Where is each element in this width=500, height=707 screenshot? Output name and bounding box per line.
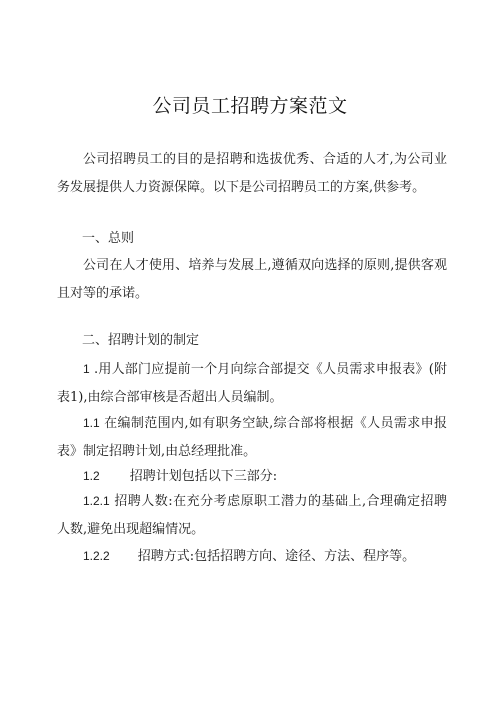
item-number: 1.2 xyxy=(83,469,100,483)
item-text: 招聘计划包括以下三部分: xyxy=(129,469,278,484)
item-number: 1.2.2 xyxy=(83,549,110,563)
general-paragraph: 公司在人才使用、培养与发展上,遵循双向选择的原则,提供客观且对等的承诺。 xyxy=(57,258,447,301)
item-text: 在编制范围内,如有职务空缺,综合部将根据《人员需求申报表》制定招聘计划,由总经理批准。 xyxy=(57,416,447,459)
section-heading-recruitment-plan: 二、招聘计划的制定 xyxy=(82,333,200,348)
item-number: 1 xyxy=(83,362,90,376)
plan-item-1-1 xyxy=(57,409,447,466)
item-text: .用人部门应提前一个月向综合部提交《人员需求申报表》(附表1),由综合部审核是否超出人员编制。 xyxy=(57,362,447,405)
item-number: 1.2.1 xyxy=(83,494,110,508)
plan-item-1-2-1 xyxy=(57,487,447,544)
item-number: 1.1 xyxy=(83,416,100,430)
plan-item-1-2-2 xyxy=(57,542,447,571)
section-heading-general: 一、总则 xyxy=(82,231,135,246)
item-text: 招聘人数:在充分考虑原职工潜力的基础上,合理确定招聘人数,避免出现超编情况。 xyxy=(57,494,447,537)
plan-item-1 xyxy=(57,355,447,412)
intro-paragraph: 公司招聘员工的目的是招聘和选拔优秀、合适的人才,为公司业务发展提供人力资源保障。以下是公司招聘员工的方案,供参考。 xyxy=(57,152,447,195)
item-text: 招聘方式:包括招聘方向、途径、方法、程序等。 xyxy=(137,549,416,564)
document-title: 公司员工招聘方案范文 xyxy=(152,95,348,117)
